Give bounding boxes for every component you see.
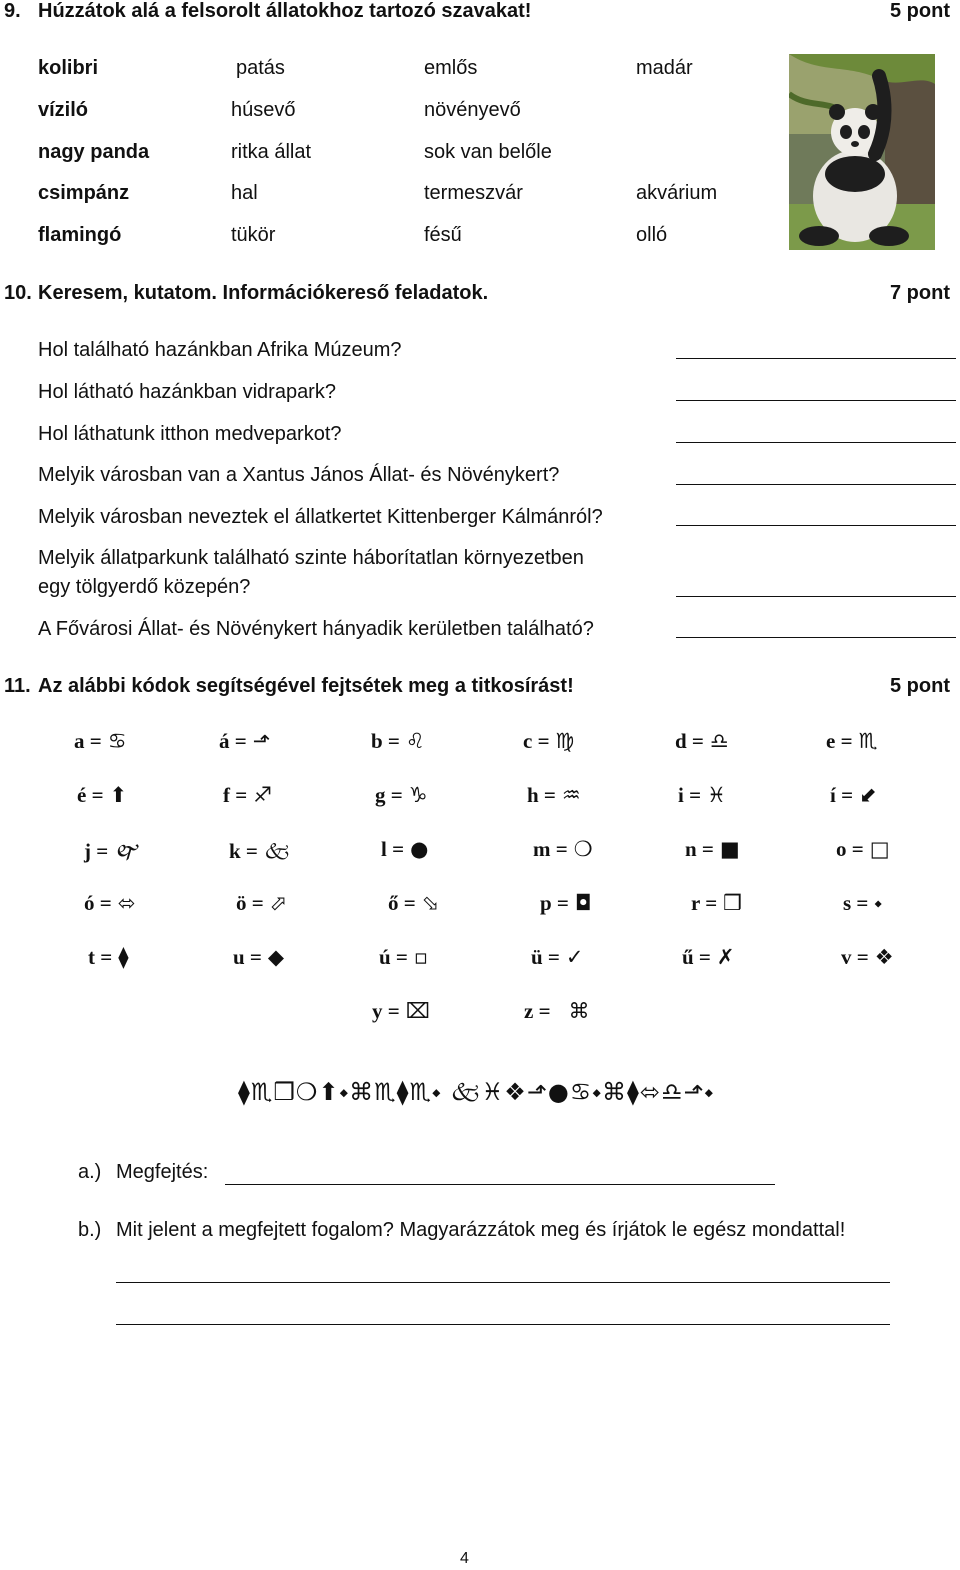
code-letter: d =: [675, 729, 704, 753]
code-letter: ó =: [84, 891, 112, 915]
question-kerulet: A Fővárosi Állat- és Növénykert hányadik kerületben található?: [38, 618, 594, 640]
code-o-double-acute: [388, 891, 439, 916]
code-letter: u =: [233, 945, 262, 969]
code-letter: p =: [540, 891, 569, 915]
arrow-up-icon: ⬏: [252, 729, 271, 753]
part-a-label: a.): [78, 1161, 102, 1183]
code-letter: e =: [826, 729, 853, 753]
ampersand-icon: 🙵: [263, 839, 291, 863]
leo-symbol-icon: ♌: [405, 729, 425, 753]
four-diamonds-icon: ❖: [874, 945, 894, 969]
small-square-icon: ▫: [413, 945, 429, 969]
word-cell[interactable]: nagy panda: [38, 141, 150, 163]
shadowed-circle-icon: ❍: [573, 837, 593, 861]
small-diamond-icon: ⬩: [874, 891, 882, 915]
arrow-down-right-icon: ⬂: [421, 891, 440, 915]
left-right-arrow-icon: ⬄: [117, 891, 136, 915]
question-xantus: Melyik városban van a Xantus János Állat- és Növénykert?: [38, 464, 560, 486]
page-number: 4: [460, 1550, 469, 1567]
code-c: [523, 729, 574, 754]
answer-line[interactable]: [676, 637, 956, 638]
code-letter: i =: [678, 783, 702, 807]
code-letter: t =: [88, 945, 113, 969]
word-cell[interactable]: sok van belőle: [424, 141, 552, 163]
code-letter: é =: [77, 783, 104, 807]
answer-line[interactable]: [676, 442, 956, 443]
code-letter: o =: [836, 837, 864, 861]
code-o-umlaut: [236, 891, 287, 916]
code-e: [826, 729, 877, 754]
word-cell[interactable]: csimpánz: [38, 182, 130, 204]
answer-line[interactable]: [676, 484, 956, 485]
panda-photo: [789, 54, 935, 250]
explanation-answer-line-2[interactable]: [116, 1324, 890, 1325]
code-letter: l =: [381, 837, 405, 861]
code-s: [843, 891, 882, 916]
word-cell[interactable]: kolibri: [38, 57, 99, 79]
code-letter: ű =: [682, 945, 711, 969]
task9-title: Húzzátok alá a felsorolt állatokhoz tartozó szavakat!: [38, 0, 532, 22]
code-letter: s =: [843, 891, 869, 915]
answer-line[interactable]: [676, 525, 956, 526]
solution-answer-line[interactable]: [225, 1184, 775, 1185]
word-cell[interactable]: ritka állat: [231, 141, 312, 163]
secret-message: ⧫♏❒❍⬆⬩⌘♏⧫♏⬩ 🙵♓❖⬏●♋⬩⌘⧫⬄♎⬏⬩: [238, 1078, 715, 1106]
code-i: [678, 783, 726, 808]
code-letter: f =: [223, 783, 248, 807]
inverse-bullet-square-icon: ◘: [574, 891, 592, 915]
sagittarius-symbol-icon: ♐: [253, 783, 273, 807]
question-afrika-muzeum: Hol található hazánkban Afrika Múzeum?: [38, 339, 402, 361]
empty-square-icon: □: [869, 837, 890, 861]
code-letter: ő =: [388, 891, 416, 915]
code-aa: [219, 729, 270, 754]
code-letter: b =: [371, 729, 400, 753]
libra-symbol-icon: ♎: [709, 729, 729, 753]
code-letter: c =: [523, 729, 550, 753]
code-b: [371, 729, 425, 754]
code-letter: g =: [375, 783, 403, 807]
question-tolgyerdo-line2: egy tölgyerdő közepén?: [38, 576, 251, 598]
code-letter: r =: [691, 891, 718, 915]
code-a: [74, 729, 127, 754]
code-m: [533, 837, 593, 862]
word-cell[interactable]: húsevő: [231, 99, 296, 121]
code-letter: k =: [229, 839, 258, 863]
check-mark-icon: ✓: [565, 945, 584, 969]
code-n: [685, 837, 740, 862]
code-u-umlaut: [531, 945, 584, 970]
filled-diamond-icon: ◆: [267, 945, 285, 969]
code-z: [524, 999, 590, 1024]
part-b-text: Mit jelent a megfejtett fogalom? Magyarázzátok meg és írjátok le egész mondattal!: [116, 1219, 846, 1241]
code-letter: z =: [524, 999, 551, 1023]
code-k: [229, 837, 291, 872]
task9-number: 9.: [4, 0, 21, 22]
code-u: [233, 945, 284, 970]
arrow-up-right-icon: ⬀: [269, 891, 288, 915]
code-letter: ö =: [236, 891, 264, 915]
cancer-symbol-icon: ♋: [107, 729, 127, 753]
code-o: [836, 837, 890, 862]
code-letter: v =: [841, 945, 869, 969]
code-letter: ü =: [531, 945, 560, 969]
word-cell[interactable]: flamingó: [38, 224, 122, 246]
code-letter: á =: [219, 729, 247, 753]
task11-points: 5 pont: [890, 675, 950, 697]
lozenge-icon: ⧫: [118, 945, 129, 969]
explanation-answer-line-1[interactable]: [116, 1282, 890, 1283]
answer-line[interactable]: [676, 400, 956, 401]
question-kittenberger: Melyik városban neveztek el állatkertet Kittenberger Kálmánról?: [38, 506, 603, 528]
answer-line[interactable]: [676, 358, 956, 359]
code-p: [540, 891, 592, 916]
code-letter: n =: [685, 837, 714, 861]
code-letter: y =: [372, 999, 400, 1023]
filled-circle-icon: ●: [410, 837, 429, 861]
ballot-x-icon: ✗: [716, 945, 735, 969]
word-cell[interactable]: emlős: [424, 57, 478, 79]
code-y: [372, 999, 430, 1024]
task10-points: 7 pont: [890, 282, 950, 304]
word-cell[interactable]: növényevő: [424, 99, 521, 121]
question-medvepark: Hol láthatunk itthon medveparkot?: [38, 423, 342, 445]
code-letter: a =: [74, 729, 102, 753]
code-f: [223, 783, 272, 808]
word-cell[interactable]: termeszvár: [424, 182, 523, 204]
code-uu: [379, 945, 428, 970]
capricorn-symbol-icon: ♑: [408, 783, 428, 807]
shadowed-square-icon: ❒: [723, 891, 742, 915]
code-letter: h =: [527, 783, 556, 807]
code-ee: [77, 783, 127, 808]
code-u-double-acute: [682, 945, 735, 970]
code-ii: [830, 783, 877, 808]
crossed-box-icon: ⌧: [405, 999, 430, 1023]
code-h: [527, 783, 581, 808]
aquarius-symbol-icon: ♒: [561, 783, 581, 807]
task10-title: Keresem, kutatom. Információkereső feladatok.: [38, 282, 489, 304]
word-cell[interactable]: patás: [236, 57, 285, 79]
code-letter: í =: [830, 783, 854, 807]
word-cell[interactable]: víziló: [38, 99, 89, 121]
word-cell[interactable]: fésű: [424, 224, 462, 246]
code-j: [84, 837, 141, 872]
task10-number: 10.: [4, 282, 32, 304]
code-letter: ú =: [379, 945, 408, 969]
code-r: [691, 891, 742, 916]
filled-square-icon: ■: [719, 837, 740, 861]
code-oo: [84, 891, 135, 916]
task11-number: 11.: [4, 675, 31, 697]
virgo-symbol-icon: ♍: [555, 729, 575, 753]
code-letter: j =: [84, 839, 109, 863]
code-l: [381, 837, 428, 862]
word-cell[interactable]: akvárium: [636, 182, 718, 204]
part-b-label: b.): [78, 1219, 102, 1241]
word-cell[interactable]: hal: [231, 182, 258, 204]
task11-title: Az alábbi kódok segítségével fejtsétek meg a titkosírást!: [38, 675, 574, 697]
arrow-down-left-icon: ⬋: [859, 783, 877, 807]
word-cell[interactable]: madár: [636, 57, 693, 79]
question-tolgyerdo-line1: Melyik állatparkunk található szinte háborítatlan környezetben: [38, 547, 584, 569]
thick-arrow-up-icon: ⬆: [109, 783, 128, 807]
pisces-symbol-icon: ♓: [707, 783, 726, 807]
part-a-text: Megfejtés:: [116, 1161, 209, 1183]
word-cell[interactable]: olló: [636, 224, 668, 246]
code-g: [375, 783, 428, 808]
word-cell[interactable]: tükör: [231, 224, 276, 246]
task9-points: 5 pont: [890, 0, 950, 22]
question-vidrapark: Hol látható hazánkban vidrapark?: [38, 381, 336, 403]
code-letter: m =: [533, 837, 568, 861]
code-t: [88, 945, 129, 970]
command-key-icon: ⌘: [568, 999, 590, 1023]
code-v: [841, 945, 894, 970]
code-d: [675, 729, 729, 754]
answer-line[interactable]: [676, 596, 956, 597]
ampersand-ornament-icon: 🙰: [114, 839, 141, 863]
scorpio-symbol-icon: ♏: [858, 729, 878, 753]
